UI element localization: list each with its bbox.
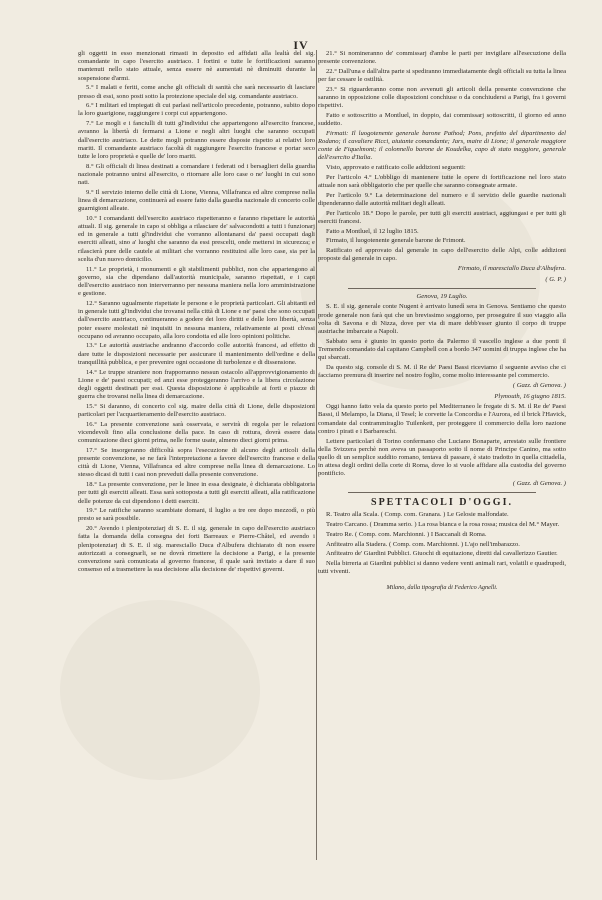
article-paragraph: 9.° Il servizio interno delle città di Lione, Vienna, Villafranca ed altre comprese nella linea di demarcazione, continuerà ad essere fatto dalla guardia nazionale di concerto colle guarnigioni alleate. (78, 188, 315, 213)
theatre-listing: R. Teatro alla Scala. ( Comp. com. Granara. ) Le Gelosie malfondate. (326, 511, 509, 519)
article-paragraph: Fatto e sottoscritto a Montluel, in doppio, dai commissarj sottoscritti, il giorno ed anno suddetto. (318, 111, 566, 128)
signature: Firmato, il maresciallo Duca d'Albufera. (457, 264, 566, 272)
theatre-listing: Teatro Re. ( Comp. com. Marchionni. ) I Baccanali di Roma. (326, 530, 487, 538)
source-credit: ( G. P. ) (545, 276, 566, 284)
article-paragraph: 12.° Saranno ugualmente rispettate le persone e le proprietà particolari. Gli abitanti ed in generale tutti gl'individui che trovansi nella città di Lione e ne' paesi che sono occupati dall'esercito austriaco, continueranno a godere dei loro diritti e delle loro libertà, senza poter essere molestati nè inquisiti in nessuna maniera, relativamente ai posti ch'essi occupano od avranno occupato, alla loro condotta ed alle loro opinioni politiche. (78, 299, 315, 340)
article-paragraph: 21.° Si nomineranno de' commissarj d'ambe le parti per invigilare all'esecuzione della presente convenzione. (318, 50, 566, 66)
theatre-listing: Nella birreria ai Giardini pubblici si danno vedere venti animali rari, volatili e quadrupedi, tutti viventi. (318, 559, 566, 576)
article-paragraph: 17.° Se insorgeranno difficoltà sopra l'esecuzione di alcuno degli articoli della presente convenzione, se ne farà l'interpretazione a favore dell'esercito francese e della città di Lione, Vienna, Villafranca ed altre comprese nella linea di demarcazione. Lo stesso dicasi di tutti i casi non preveduti dalla presente convenzione. (78, 446, 315, 479)
article-paragraph: 11.° Le proprietà, i monumenti e gli stabilimenti pubblici, non che appartengono al governo, sia che dipendano dall'autorità municipale, saranno rispettati, e i capi dell'esercito austriaco non interverranno per nessuna maniera nella loro amministrazione e gestione. (78, 265, 315, 298)
article-paragraph: 8.° Gli officiali di linea destinati a comandare i federati od i bersaglieri della guardia nazionale potranno unirsi all'esercito, o ritornare alle loro case o ne' luoghi in cui sono nati. (78, 162, 315, 187)
page-number: IV (293, 38, 309, 52)
left-column (78, 50, 315, 860)
theatre-listing: Anfiteatro alla Stadera. ( Comp. com. Marchionni. ) L'ajo nell'imbarazzo. (326, 540, 520, 548)
news-paragraph: S. E. il sig. generale conte Nugent è arrivato lunedì sera in Genova. Sentiamo che questo prode generale non farà qui che un brevissimo soggiorno, per proseguire il suo viaggio alla volta di Savona e di Nizza, dove per via di mare debb'esser giunto il corpo di truppe austriache imbarcate a Napoli. (318, 303, 566, 336)
article-paragraph: 15.° Si daranno, di concerto col sig. maire della città di Lione, delle disposizioni particolari per l'acquartieramento dell'esercito austriaco. (78, 402, 315, 419)
article-paragraph: 16.° La presente convenzione sarà osservata, e servirà di regola per le relazioni vicendevoli fino alla conclusione della pace. In caso di rottura, dovrà essere data comunicazione dieci giorni prima, nelle forme usate, almeno dieci giorni prima. (78, 420, 315, 445)
article-paragraph: 14.° Le truppe straniere non frapporranno nessun ostacolo all'approvvigionamento di Lione e de' paesi occupati; ed anzi esse proteggeranno l'arrivo e la libera circolazione degli oggetti destinati per essi. Questa disposizione è applicabile ai forti e piazze di guerra che trovansi nella linea di demarcazione. (78, 368, 315, 401)
article-paragraph: Per l'articolo 18.° Dopo le parole, per tutti gli eserciti austriaci, aggiungasi e per tutti gli eserciti francesi. (318, 209, 566, 225)
theatre-listing: Anfiteatro de' Giardini Pubblici. Giuochi di equitazione, diretti dal cavallerizzo Gautier. (326, 550, 558, 558)
source-credit: ( Gazz. di Genova. ) (512, 480, 566, 488)
section-rule (348, 492, 536, 493)
column-divider (316, 50, 317, 860)
news-paragraph: Da questo sig. console di S. M. il Re de' Paesi Bassi riceviamo il seguente avviso che ci facciamo premura di inserire nel nostro foglio, come molto interessante pel commercio. (318, 363, 566, 380)
section-rule (348, 288, 536, 289)
news-paragraph: Lettere particolari di Torino confermano che Luciano Bonaparte, arrestato sulle frontiere della Svizzera perchè non aveva un passaporto sotto il nome di Principe Canino, ma sotto quello di un semplice suddito romano, tentava di passare, è stato tradotto in quella cittadella, in attesa degli ordini della corte di Roma, dove lo si vuole affidare alla custodia del governo pontificio. (318, 437, 566, 478)
article-paragraph: Firmato, il luogotenente generale barone de Frimont. (326, 237, 466, 245)
article-paragraph: Per l'articolo 9.° La determinazione del numero e il servizio delle guardie nazionali dipenderanno dalle autorità militari degli alleati. (318, 191, 566, 207)
spettacoli-title: SPETTACOLI D'OGGI. (371, 497, 513, 509)
printer-imprint: Milano, dalla tipografia di Federico Agnelli. (386, 584, 498, 592)
signatories: Firmati: Il luogotenente generale barone Pathod; Pons, prefetto del dipartimento del Rodano; il cavaliere Ricci, aiutante comandante; Jars, maire di Lione; il generale maggiore conte de Fiquelmont; il colonnello barone de Koudelka, capo di stato maggiore, generale dell'esercito d'Italia. (318, 129, 566, 162)
source-credit: ( Gazz. di Genova. ) (512, 381, 566, 389)
news-paragraph: Oggi hanno fatto vela da questo porto pel Mediterraneo le fregate di S. M. il Re de' Paesi Bassi, il Melampo, la Diana, il Tesel; le corvette la Concordia e l'Aurora, ed il brick l'Havick, comandate dal contrammiraglio Tuilenkett, per proteggere il commercio della loro nazione contro i pirati e i Barbareschi. (318, 403, 566, 435)
article-paragraph: Ratificato ed approvato dal generale in capo dell'esercito delle Alpi, colle addizioni proposte dal generale in capo. (318, 246, 566, 263)
right-column (318, 50, 566, 875)
dateline: Plymouth, 16 giugno 1815. (494, 393, 566, 401)
article-paragraph: 23.° Si riguarderanno come non avvenuti gli articoli della presente convenzione che saranno in opposizione colle disposizioni conchiuse o da conchiudersi a Parigi, fra i governi rispettivi. (318, 85, 566, 110)
article-paragraph: 20.° Avendo i plenipotenziarj di S. E. il sig. generale in capo dell'esercito austriaco fatta la domanda della consegna dei forti Barreaux e Pierre-Châtel, ed avendo i plenipotenziarj di S. E. il sig. maresciallo Duca d'Albufera dichiarato di non essere autorizzati a consegnarli, se ne dovrà rimettere la decisione a Parigi, e la presente convenzione sarà comunicata al governo francese, il quale sarà invitato a dare il suo consenso ed a trasmettere la sua decisione alla decisione de' rispettivi governi. (78, 525, 315, 574)
dateline: Genova, 19 Luglio. (416, 293, 468, 301)
article-paragraph: 18.° La presente convenzione, per le linee in essa designate, è dichiarata obbligatoria per tutti gli eserciti alleati. Essa sarà sottoposta a tutti gli eserciti alleati, alla ratificazione delle potenze da cui dipendono i detti eserciti. (78, 481, 315, 505)
theatre-listing: Teatro Carcano. ( Dramma serio. ) La rosa bianca e la rosa rossa; musica del M.° Mayer. (326, 521, 560, 529)
article-paragraph: 7.° Le mogli e i fanciulli di tutti gl'individui che appartengono all'esercito francese, avranno la libertà di fermarsi a Lione e negli altri luoghi che saranno occupati dall'esercito austriaco. Le dette mogli potranno essere disposte rispetto ai relativi loro mariti. Il comandante austriaco facoltà di raggiungere l'esercito francese e portar seco tutte le loro proprietà e quelle de' loro mariti. (78, 120, 315, 160)
article-paragraph: 19.° Le ratifiche saranno scambiate domani, il luglio a tre ore dopo mezzodì, o più presto se sarà possibile. (78, 507, 315, 523)
article-paragraph: 6.° I militari ed impiegati di cui parlasi nell'articolo precedente, potranno, subito dopo la loro guarigione, raggiungere i corpi cui appartengono. (78, 102, 315, 118)
article-paragraph: Fatto a Montluel, il 12 luglio 1815. (326, 227, 419, 235)
article-paragraph: Per l'articolo 4.° L'obbligo di mantenere tutte le opere di fortificazione nel loro stato attuale non sarà obbligatorio che per quelle che saranno consegnate armate. (318, 173, 566, 190)
article-paragraph: Visto, approvato e ratificato colle addizioni seguenti: (326, 164, 466, 172)
article-paragraph: 22.° Dall'una e dall'altra parte si spediranno immediatamente degli officiali su tutta la linea per far cessare le ostilità. (318, 67, 566, 84)
article-paragraph: 13.° Le autorità austriache andranno d'accordo colle autorità francesi, ad effetto di dare tutte le disposizioni necessarie per assicurare il mantenimento dell'ordine e della tranquillità pubblica, e per prevenire ogni occasione di turbolenze e di dissensione. (78, 342, 315, 366)
article-paragraph: gli oggetti in esso menzionati rimasti in deposito ed affidati alla lealtà del sig. comandante in capo l'esercito austriaco. I fortini e tutte le fortificazioni saranno mantenuti nello stato attuale, senza essere nè aumentati nè diminuiti durante la sospensione d'armi. (78, 50, 315, 82)
article-paragraph: 10.° I comandanti dell'esercito austriaco rispetteranno e faranno rispettare le autorità attuali. Il sig. generale in capo si obbliga a rilasciare de' salvacondotti a tutti i funzionarj ed in generale a tutti gl'individui che vorranno allontanarsi da' paesi occupati dagli eserciti alleati, sino a' luoghi che saranno da essi prescelti, onde mettersi in sicurezza; e rilascierà pure delle cautele ai militari che vorranno restituirsi alle loro case, sia per la scelta d'un nuovo domicilio. (78, 214, 315, 263)
news-paragraph: Sabbato sera è giunto in questo porto da Palermo il vascello inglese a due ponti il Tremendo comandato dal capitano Campbell con a bordo 347 uomini di truppa inglese che ha qui sbarcati. (318, 337, 566, 362)
article-paragraph: 5.° I malati e feriti, come anche gli officiali di sanità che sarà necessario di lasciare presso di essi, sono posti sotto la protezione speciale del sig. comandante austriaco. (78, 84, 315, 100)
